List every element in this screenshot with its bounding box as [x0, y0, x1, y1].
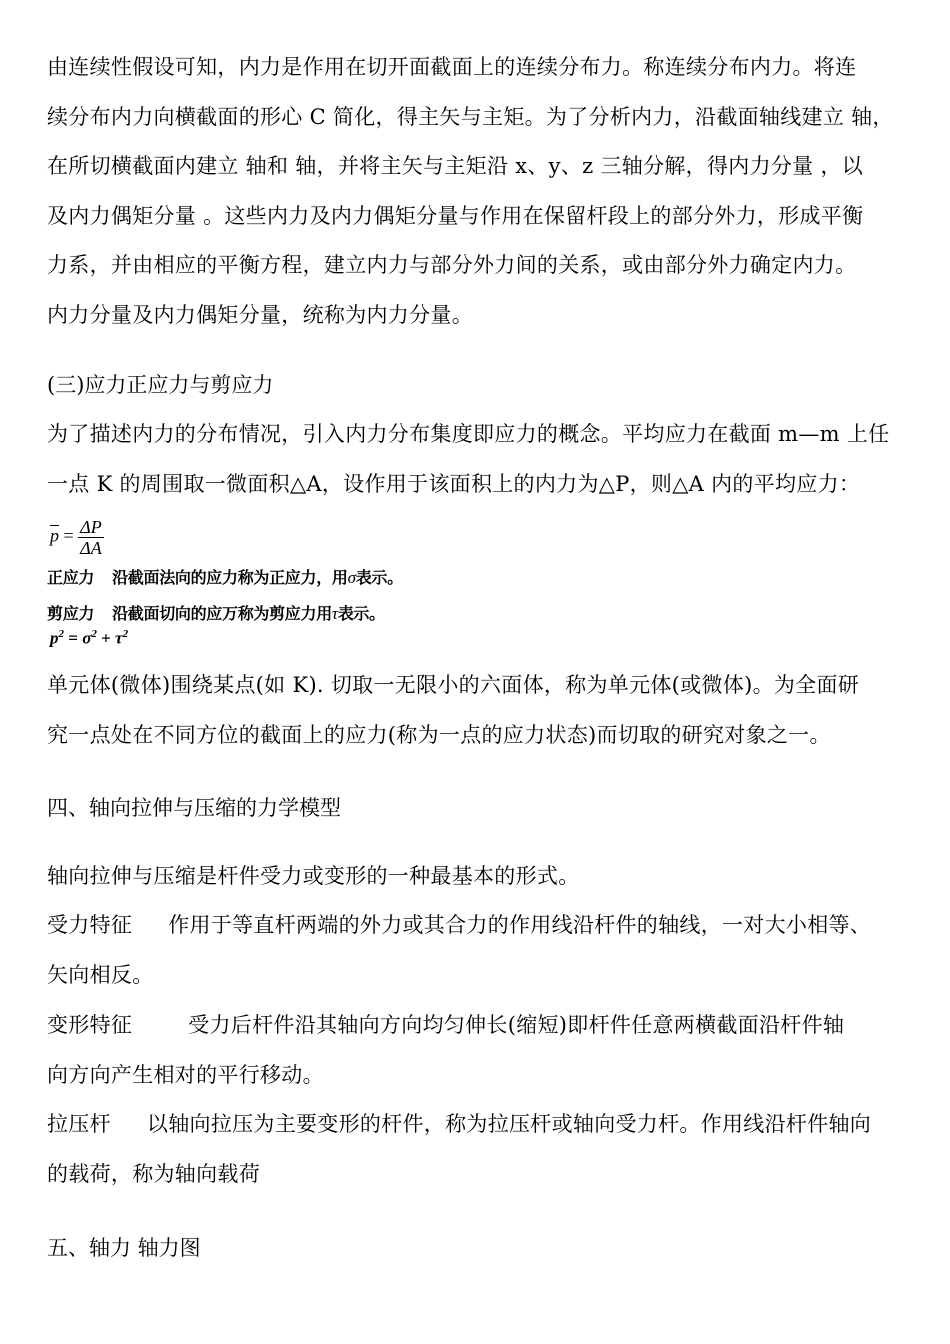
- text-line: 在所切横截面内建立 轴和 轴，并将主矢与主矩沿 x、y、z 三轴分解，得内力分量 ，以: [47, 154, 864, 178]
- exponent: 2: [58, 628, 64, 640]
- text-line: 的载荷，称为轴向载荷: [47, 1161, 260, 1186]
- text-line: 由连续性假设可知，内力是作用在切开面截面上的连续分布力。称连续分布内力。将连: [47, 55, 857, 79]
- section-heading-axial: 四、轴向拉伸与压缩的力学模型: [47, 796, 341, 820]
- sigma-symbol: σ: [347, 568, 356, 587]
- text-line: [47, 1100, 907, 1150]
- text-segment: 受力后杆件沿其轴向方向均匀伸长(缩短)即杆件任意两横截面沿杆件轴: [188, 1013, 845, 1037]
- paragraph-tension-bar: [47, 1100, 907, 1199]
- exponent: 2: [122, 628, 129, 640]
- text-line: 单元体(微体)围绕某点(如 K). 切取一无限小的六面体，称为单元体(或微体)。为全面研: [47, 673, 860, 697]
- paragraph-average-stress: [47, 410, 907, 509]
- definition-suffix: 表示。: [337, 604, 385, 623]
- formula-numerator: ΔP: [80, 517, 102, 537]
- section-heading-stress: (三)应力正应力与剪应力: [47, 373, 274, 397]
- tau-symbol: τ: [331, 604, 338, 623]
- formula-denominator: ΔA: [80, 538, 102, 558]
- text-line: 矢向相反。: [47, 962, 154, 987]
- text-segment: 作用于等直杆两端的外力或其合力的作用线沿杆件的轴线，一对大小相等、: [168, 913, 872, 937]
- section-heading-axial-force: 五、轴力 轴力图: [47, 1236, 201, 1260]
- text-segment: 以轴向拉压为主要变形的杆件，称为拉压杆或轴向受力杆。作用线沿杆件轴向: [146, 1112, 872, 1136]
- definition-text: 沿截面切向的应万称为剪应力用: [112, 604, 332, 623]
- term-normal-stress: 正应力: [47, 568, 95, 587]
- exponent: 2: [91, 628, 97, 640]
- text-line: [47, 1001, 907, 1051]
- definition-text: 沿截面法向的应力称为正应力，用: [112, 568, 348, 587]
- definition-shear-stress: [47, 602, 385, 626]
- formula-average-stress: $\overline{p}$ = $\frac{\Delta P}{\Delta A}$: [50, 517, 102, 558]
- formula-fraction: [78, 517, 104, 558]
- paragraph-deform-feature: [47, 1001, 907, 1100]
- formula-stress-relation: $p^2 = \sigma^2 + \tau^2$: [50, 628, 129, 648]
- formula-lhs: $\overline{p}$: [50, 525, 59, 546]
- term-deform-feature: 变形特征: [47, 1013, 133, 1037]
- term-force-feature: 受力特征: [47, 913, 133, 937]
- text-line: 为了描述内力的分布情况，引入内力分布集度即应力的概念。平均应力在截面 m—m 上任: [47, 422, 890, 446]
- text-line: 向方向产生相对的平行移动。: [47, 1062, 324, 1087]
- text-line: 一点 K 的周围取一微面积△A，设作用于该面积上的内力为△P，则△A 内的平均应力：: [47, 471, 861, 496]
- paragraph-internal-force: [47, 43, 907, 340]
- term-shear-stress: 剪应力: [47, 604, 95, 623]
- sigma-symbol: σ: [82, 628, 92, 648]
- paragraph-force-feature: [47, 901, 907, 1000]
- text-line: 究一点处在不同方位的截面上的应力(称为一点的应力状态)而切取的研究对象之一。: [47, 722, 831, 747]
- definition-normal-stress: [47, 566, 403, 590]
- paragraph-axial-intro: [47, 852, 907, 902]
- formula-lhs: p: [50, 628, 59, 648]
- term-tension-bar: 拉压杆: [47, 1112, 111, 1136]
- text-line: 续分布内力向横截面的形心 C 简化，得主矢与主矩。为了分析内力，沿截面轴线建立 轴，: [47, 104, 894, 129]
- tau-symbol: τ: [115, 628, 123, 648]
- text-line: 及内力偶矩分量 。这些内力及内力偶矩分量与作用在保留杆段上的部分外力，形成平衡: [47, 203, 864, 228]
- paragraph-element: [47, 661, 907, 760]
- text-line: [47, 901, 907, 951]
- text-line: 力系，并由相应的平衡方程，建立内力与部分外力间的关系，或由部分外力确定内力。: [47, 253, 857, 277]
- text-line: 内力分量及内力偶矩分量，统称为内力分量。: [47, 302, 473, 327]
- text-line: 轴向拉伸与压缩是杆件受力或变形的一种最基本的形式。: [47, 864, 580, 888]
- definition-suffix: 表示。: [355, 568, 403, 587]
